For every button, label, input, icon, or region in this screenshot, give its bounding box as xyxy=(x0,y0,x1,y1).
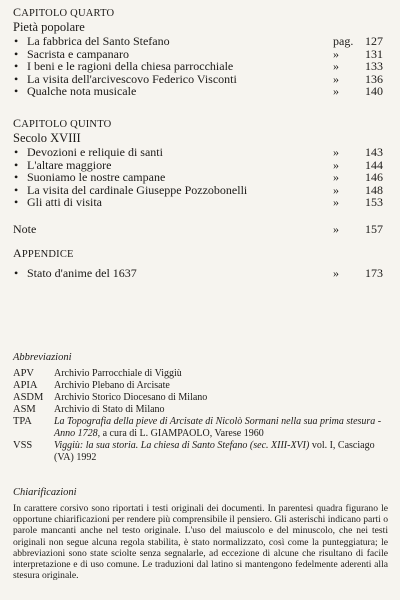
clarifications-section xyxy=(13,487,388,581)
toc-entry-page: 157 xyxy=(365,222,383,236)
toc-entry-pag: » xyxy=(333,182,339,197)
bullet-icon: • xyxy=(14,84,19,98)
chapter-heading: CAPITOLO QUARTO xyxy=(13,5,115,19)
bullet-icon: • xyxy=(14,195,19,209)
toc-entry-page: 131 xyxy=(365,46,383,61)
clarifications-heading: Chiarificazioni xyxy=(13,487,77,498)
toc-entry-pag: » xyxy=(333,222,339,236)
toc-entry-page: 133 xyxy=(365,59,383,73)
abbreviation-code: VSS xyxy=(13,440,33,451)
bullet-icon: • xyxy=(14,145,19,159)
abbreviation-desc: Archivio di Stato di Milano xyxy=(54,404,165,415)
abbreviation-desc-italic: Viggiù: la sua storia. La chiesa di Santo Stefano (sec. XIII-XVI) xyxy=(54,440,310,451)
toc-entry-pag: » xyxy=(333,195,339,209)
toc-entry-page: 173 xyxy=(365,266,383,280)
toc-entry-title: La fabbrica del Santo Stefano xyxy=(27,34,170,48)
chapter-heading: CAPITOLO QUINTO xyxy=(13,116,112,130)
chapter-subtitle: Secolo XVIII xyxy=(13,131,81,145)
abbreviation-row xyxy=(13,440,388,464)
bullet-icon: • xyxy=(14,34,19,48)
abbreviation-row xyxy=(13,392,388,404)
toc-entry-page: 127 xyxy=(365,34,383,48)
abbreviation-desc: Archivio Parrocchiale di Viggiù xyxy=(54,368,182,379)
toc-entry-title: Qualche nota musicale xyxy=(27,84,137,98)
abbreviation-desc: Archivio Plebano di Arcisate xyxy=(54,380,170,391)
abbreviation-code: TPA xyxy=(13,416,32,427)
clarifications-text: In carattere corsivo sono riportati i testi originali dei documenti. In parentesi quadra figurano le opportune chiarificazioni per rendere più comprensibile il pensiero. Gli asterischi indicano parti o parole mancanti anche nel testo originale. L'uso del maiuscolo e del minuscolo, che nei testi originali non segue alcuna regola stabilita, è stato normalizzato, così come la punteggiatura; le abbreviazioni sono state sciolte senza segnalarle, ad eccezione di alcune che risultano di facile interpretazione e di uso comune. Le traduzioni dal latino si mantengono fedelmente aderenti alla stesura originale. xyxy=(13,503,388,582)
toc-entry-pag: » xyxy=(333,157,339,172)
toc-entry-page: 148 xyxy=(365,182,383,197)
toc-entry-title: Suoniamo le nostre campane xyxy=(27,170,166,184)
toc-entry[interactable] xyxy=(13,85,385,98)
abbreviation-row xyxy=(13,416,388,440)
abbreviation-code: ASDM xyxy=(13,392,44,403)
toc-entry[interactable] xyxy=(13,60,385,73)
toc-entry[interactable] xyxy=(13,196,385,209)
chapter-subtitle: Pietà popolare xyxy=(13,20,85,34)
abbreviation-desc xyxy=(54,416,388,440)
abbreviation-desc-plain: a cura di L. GIAMPAOLO, Varese 1960 xyxy=(100,428,264,439)
toc-entry-page: 136 xyxy=(365,71,383,86)
toc-entry-pag: » xyxy=(333,170,339,184)
toc-entry-title: Devozioni e reliquie di santi xyxy=(27,145,163,159)
bullet-icon: • xyxy=(14,266,19,280)
bullet-icon: • xyxy=(14,182,19,197)
bullet-icon: • xyxy=(14,59,19,73)
toc-chapter-5 xyxy=(13,117,385,209)
toc-entry-page: 140 xyxy=(365,84,383,98)
toc-appendix xyxy=(13,247,385,280)
abbreviation-desc-plain: vol. I, Casciago (VA) 1992 xyxy=(54,440,375,463)
toc-entry-page: 143 xyxy=(365,145,383,159)
abbreviation-row xyxy=(13,404,388,416)
bullet-icon: • xyxy=(14,157,19,172)
abbreviations-heading: Abbreviazioni xyxy=(13,352,72,363)
abbreviation-desc-italic: La Topografia della pieve di Arcisate di Nicolò Sormani nella sua prima stesura - Anno 1728, xyxy=(54,416,382,439)
toc-entry-pag: » xyxy=(333,46,339,61)
toc-entry-pag: » xyxy=(333,145,339,159)
toc-note xyxy=(13,222,385,236)
toc-entry-note[interactable] xyxy=(13,222,385,236)
abbreviation-desc xyxy=(54,440,388,464)
toc-entry-title: La visita dell'arcivescovo Federico Visconti xyxy=(27,71,237,86)
abbreviation-code: APV xyxy=(13,368,35,379)
toc-entry-title: Sacrista e campanaro xyxy=(27,46,129,61)
appendix-heading: APPENDICE xyxy=(13,246,74,260)
toc-entry[interactable] xyxy=(13,146,385,159)
abbreviations-section xyxy=(13,352,388,464)
toc-entry-pag: » xyxy=(333,84,339,98)
abbreviation-code: ASM xyxy=(13,404,36,415)
toc-entry-pag: » xyxy=(333,59,339,73)
bullet-icon: • xyxy=(14,46,19,61)
toc-entry-title: La visita del cardinale Giuseppe Pozzobonelli xyxy=(27,182,248,197)
toc-entry-page: 153 xyxy=(365,195,383,209)
toc-chapter-4 xyxy=(13,6,385,98)
toc-entry-title: I beni e le ragioni della chiesa parrocchiale xyxy=(27,59,234,73)
toc-entry-pag: » xyxy=(333,266,339,280)
toc-entry-title: Note xyxy=(13,222,37,236)
abbreviation-desc: Archivio Storico Diocesano di Milano xyxy=(54,392,208,403)
toc-entry[interactable] xyxy=(13,171,385,184)
abbreviation-code: APIA xyxy=(13,380,38,391)
toc-entry-title: Gli atti di visita xyxy=(27,195,102,209)
bullet-icon: • xyxy=(14,71,19,86)
toc-entry-page: 146 xyxy=(365,170,383,184)
abbreviation-row xyxy=(13,368,388,380)
bullet-icon: • xyxy=(14,170,19,184)
toc-entry[interactable] xyxy=(13,267,385,280)
toc-entry-title: L'altare maggiore xyxy=(27,157,112,172)
abbreviation-row xyxy=(13,380,388,392)
toc-entry-page: 144 xyxy=(365,157,383,172)
toc-entry[interactable] xyxy=(13,35,385,48)
toc-entry-title: Stato d'anime del 1637 xyxy=(27,266,137,280)
toc-entry-pag: » xyxy=(333,71,339,86)
toc-entry-pag: pag. xyxy=(333,34,354,48)
